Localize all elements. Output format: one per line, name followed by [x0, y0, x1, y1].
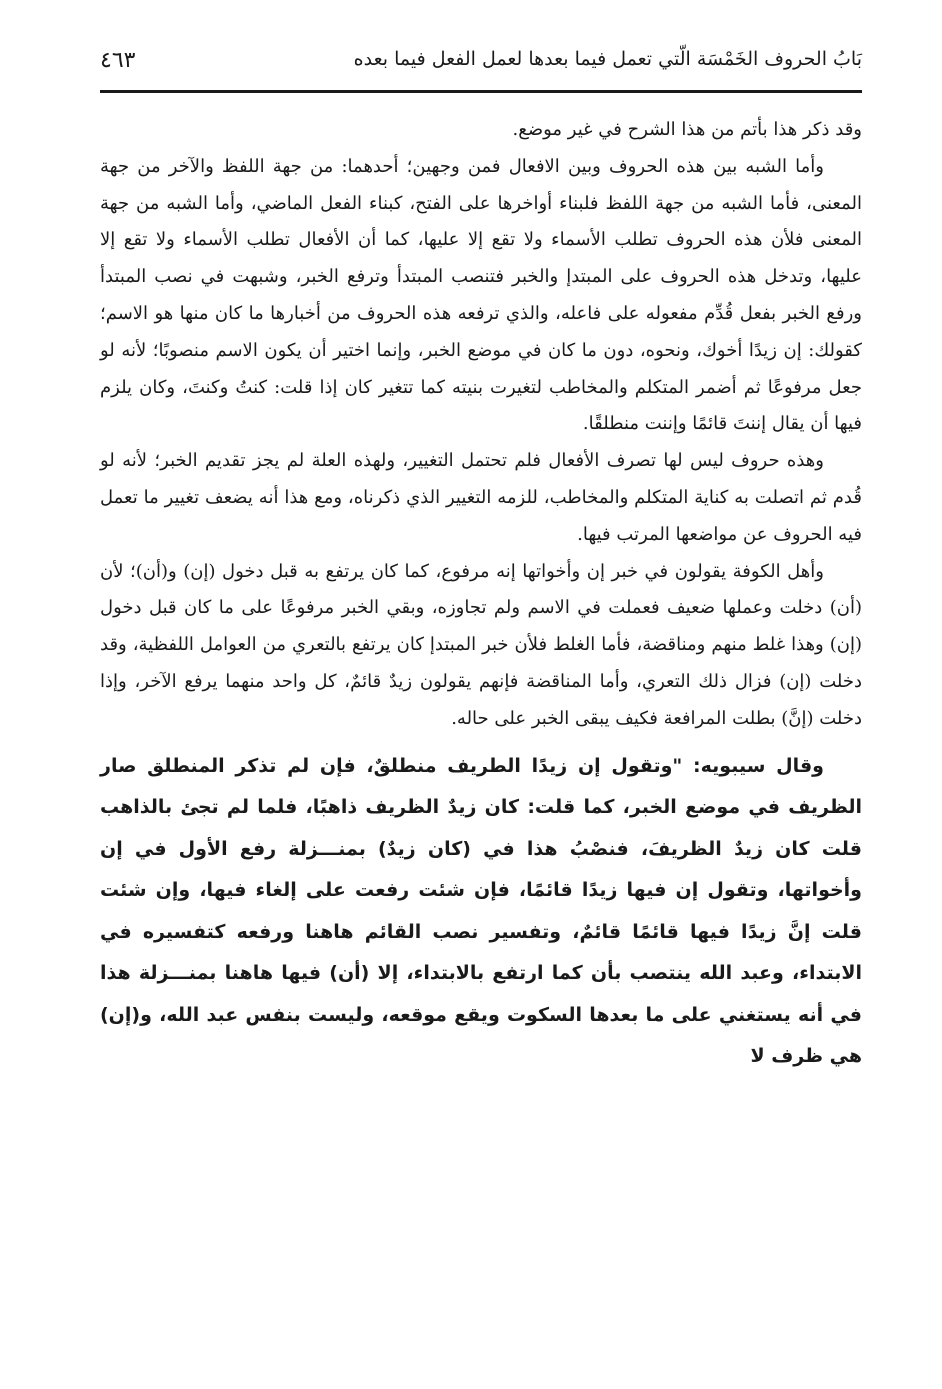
body-text [100, 112, 862, 1078]
paragraph-4: وأهل الكوفة يقولون في خبر إن وأخواتها إنه مرفوع، كما كان يرتفع به قبل دخول (إن) و(أن)؛ لأن (أن) دخلت وعملها ضعيف فعملت في الاسم ولم تجاوزه، وبقي الخبر مرفوعًا على ما كان قبل دخول (إن) وهذا غلط منهم ومناقضة، فأما الغلط فلأن خبر المبتدإ كان يرتفع بالتعري من العوامل اللفظية، وقد دخلت (إن) فزال ذلك التعري، وأما المناقضة فإنهم يقولون زيدٌ قائمٌ، كل واحد منهما يرفع الآخر، وإذا دخلت (إنَّ) بطلت المرافعة فكيف يبقى الخبر على حاله. [100, 560, 862, 729]
paragraph-2: وأما الشبه بين هذه الحروف وبين الافعال فمن وجهين؛ أحدهما: من جهة اللفظ والآخر من جهة المعنى، فأما الشبه من جهة اللفظ فلبناء أواخرها على الفتح، كبناء الفعل الماضي، وأما الشبه من جهة المعنى فلأن هذه الحروف تطلب الأسماء ولا تقع إلا عليها، كما أن الأفعال تطلب الأسماء ولا تقع إلا عليها، وتدخل هذه الحروف على المبتدإ والخبر فتنصب المبتدأ وترفع الخبر، وشبهت في نصب المبتدأ ورفع الخبر بفعل قُدِّم مفعوله على فاعله، والذي ترفعه هذه الحروف من أخبارها ما كان منها هو الاسم؛ كقولك: إن زيدًا أخوك، ونحوه، دون ما كان في موضع الخبر، وإنما اختير أن يكون الاسم منصوبًا؛ لأنه لو جعل مرفوعًا ثم أضمر المتكلم والمخاطب لتغيرت بنيته كما تتغير كان إذا قلت: كنتُ وكنتَ، وكان يلزم فيها أن يقال إننتَ قائمًا وإننت منطلقًا. [100, 155, 862, 435]
page-header [100, 46, 862, 84]
sibawayh-quote: وقال سيبويه: "وتقول إن زيدًا الطريف منطلقٌ، فإن لم تذكر المنطلق صار الظريف في موضع الخبر، كما قلت: كان زيدٌ الظريف ذاهبًا، فلما لم تجئ بالذاهب قلت كان زيدٌ الظريفَ، فنصْبُ هذا في (كان زيدٌ) بمنـــزلة رفع الأول في إن وأخواتها، وتقول إن فيها زيدًا قائمًا، فإن شئت رفعت على إلغاء فيها، وإن شئت قلت إنَّ زيدًا فيها قائمًا قائمٌ، وتفسير نصب القائم هاهنا ورفعه كتفسيره في الابتداء، وعبد الله ينتصب بأن كما ارتفع بالابتداء، إلا (أن) فيها هاهنا بمنـــزلة هذا في أنه يستغني على ما بعدها السكوت ويقع موقعه، وليست بنفس عبد الله، و(إن) هي ظرف لا [100, 754, 862, 1068]
paragraph-3: وهذه حروف ليس لها تصرف الأفعال فلم تحتمل التغيير، ولهذه العلة لم يجز تقديم الخبر؛ لأنه لو قُدم ثم اتصلت به كناية المتكلم والمخاطب، للزمه التغيير الذي ذكرناه، ومع هذا أنه يضعف تغيير ما تعمل فيه الحروف عن مواضعها المرتب فيها. [100, 450, 862, 545]
paragraph-1: وقد ذكر هذا بأتم من هذا الشرح في غير موضع. [512, 119, 862, 140]
running-title: بَابُ الحروف الخَمْسَة الّتي تعمل فيما بعدها لعمل الفعل فيما بعده [353, 48, 862, 70]
page-number: ٤٦٣ [100, 48, 136, 73]
header-rule [100, 90, 862, 93]
